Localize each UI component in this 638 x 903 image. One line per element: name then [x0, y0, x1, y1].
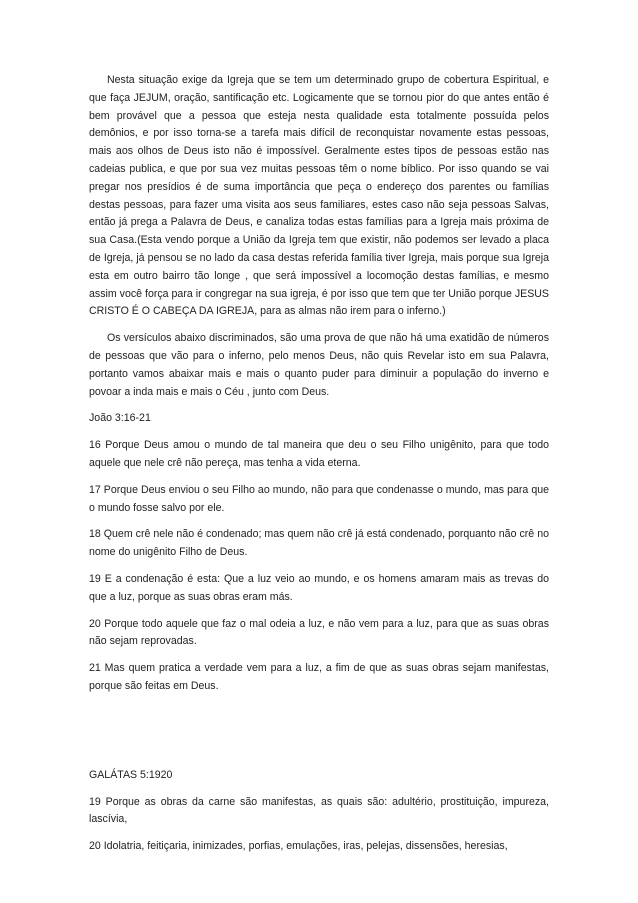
intro-paragraph: Nesta situação exige da Igreja que se tem um determinado grupo de cobertura Espiritual, e que faça JEJUM, oração, santificação etc. Logicamente que se tornou pior do que antes então é bem provável que a pessoa que esteja nesta qualidade esta totalmente possuída pelos demônios, e por isso torna-se a tarefa mais difícil de reconquistar novamente estas pessoas, mais aos olhos de Deus isto não é impossível. Geralmente estes tipos de pessoas estão nas cadeias publica, e que por sua vez muitas pessoas têm o nome bíblico. Por isso quando se vai pregar nos presídios é de suma importância que peça o endereço dos parentes ou famílias destas pessoas, para fazer uma visita aos seus familiares, estes caso não seja pessoas Salvas, então já prega a Palavra de Deus, e canaliza todas estas famílias para a Igreja mais próxima de sua Casa.(Esta vendo porque a União da Igreja tem que existir, não podemos ser levado a placa de Igreja, já pensou se no lado da casa destas referida família tiver Igreja, mais porque sua Igreja esta em outro bairro tão longe , que será impossível a locomoção destas famílias, e mesmo assim você força para ir congregar na sua igreja, é por isso que tem que ter União porque JESUS CRISTO É O CABEÇA DA IGREJA, para as almas não irem para o inferno.) [89, 74, 549, 318]
verse: 20 Idolatria, feitiçaria, inimizades, porfias, emulações, iras, pelejas, dissensões, heresias, [89, 840, 508, 853]
section-reference: João 3:16-21 [89, 412, 151, 425]
verse: 18 Quem crê nele não é condenado; mas quem não crê já está condenado, porquanto não crê no nome do unigênito Filho de Deus. [89, 528, 549, 559]
section-reference: GALÁTAS 5:1920 [89, 768, 173, 781]
verse: 19 E a condenação é esta: Que a luz veio ao mundo, e os homens amaram mais as trevas do que a luz, porque as suas obras eram más. [89, 572, 549, 603]
intro-paragraph: Os versículos abaixo discriminados, são uma prova de que não há uma exatidão de números de pessoas que vão para o inferno, pelo menos Deus, não quis Revelar isto em sua Palavra, portanto vamos abaixar mais e mais o quanto puder para diminuir a população do inverno e povoar a inda mais e mais o Céu , junto com Deus. [89, 332, 549, 398]
verse: 17 Porque Deus enviou o seu Filho ao mundo, não para que condenasse o mundo, mas para que o mundo fosse salvo por ele. [89, 483, 549, 514]
verse: 19 Porque as obras da carne são manifestas, as quais são: adultério, prostituição, impureza, lascívia, [89, 795, 549, 826]
document-page [89, 72, 549, 865]
verse: 21 Mas quem pratica a verdade vem para a luz, a fim de que as suas obras sejam manifestas, porque são feitas em Deus. [89, 662, 549, 692]
verse: 16 Porque Deus amou o mundo de tal maneira que deu o seu Filho unigênito, para que todo aquele que nele crê não pereça, mas tenha a vida eterna. [89, 439, 549, 469]
verse: 20 Porque todo aquele que faz o mal odeia a luz, e não vem para a luz, para que as suas obras não sejam reprovadas. [89, 617, 549, 648]
blank-space [89, 705, 549, 767]
